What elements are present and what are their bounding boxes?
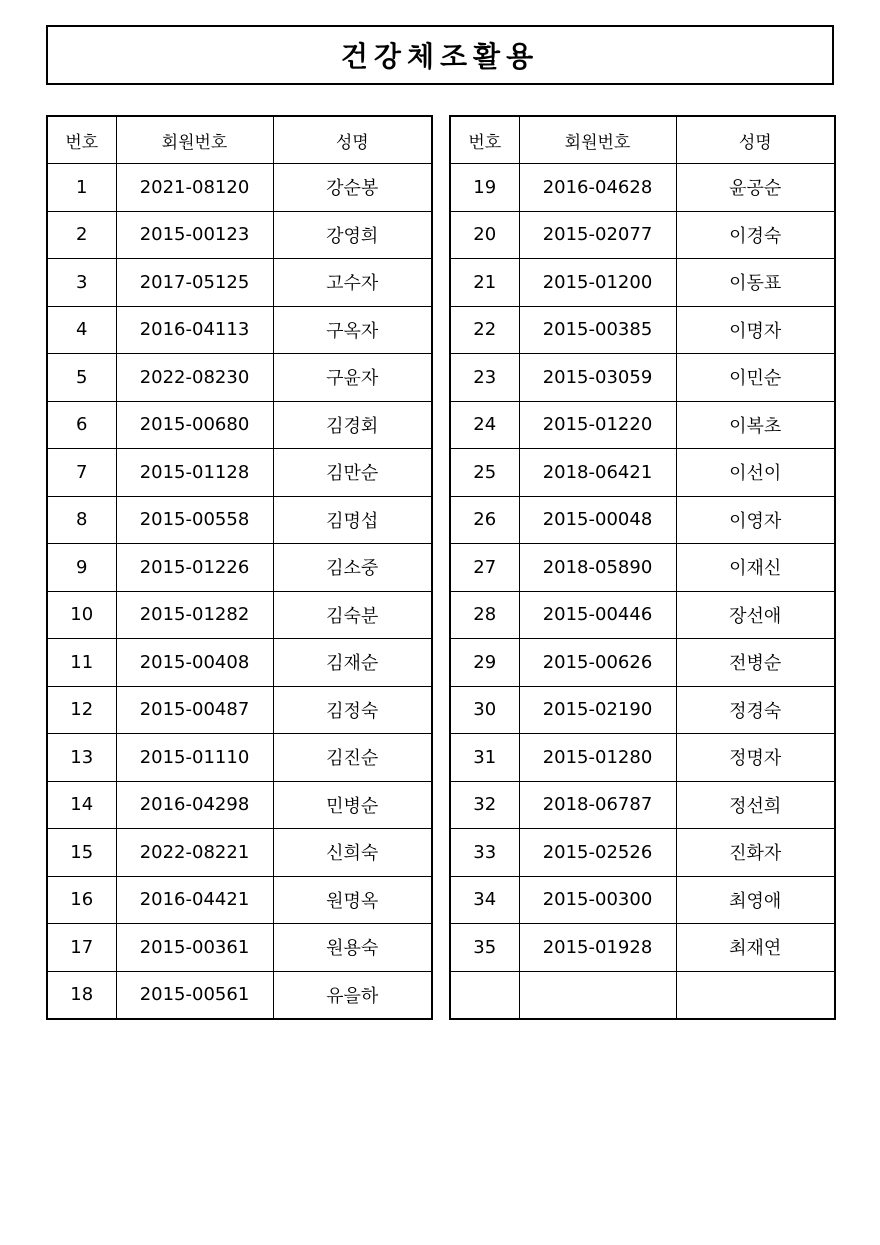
header-row (450, 116, 835, 164)
cell-member-id: 2015-00048 (519, 496, 676, 544)
cell-number: 20 (450, 211, 519, 259)
cell-name: 유을하 (273, 971, 432, 1019)
cell-name: 진화자 (676, 829, 835, 877)
cell-name: 구옥자 (273, 306, 432, 354)
table-row (47, 971, 432, 1019)
cell-number: 16 (47, 876, 116, 924)
cell-member-id: 2015-00680 (116, 401, 273, 449)
cell-number: 32 (450, 781, 519, 829)
table-row (450, 354, 835, 402)
cell-name: 김경회 (273, 401, 432, 449)
header-name: 성명 (676, 116, 835, 164)
cell-number (450, 971, 519, 1019)
cell-name: 김숙분 (273, 591, 432, 639)
table-row (47, 734, 432, 782)
cell-member-id: 2015-01128 (116, 449, 273, 497)
cell-member-id: 2015-00558 (116, 496, 273, 544)
cell-member-id: 2015-00300 (519, 876, 676, 924)
cell-name: 김만순 (273, 449, 432, 497)
cell-name: 강영희 (273, 211, 432, 259)
table-row (450, 211, 835, 259)
cell-number: 12 (47, 686, 116, 734)
cell-name: 전병순 (676, 639, 835, 687)
cell-number: 27 (450, 544, 519, 592)
cell-member-id: 2016-04421 (116, 876, 273, 924)
cell-number: 17 (47, 924, 116, 972)
header-number: 번호 (47, 116, 116, 164)
table-row (47, 924, 432, 972)
cell-member-id: 2015-01928 (519, 924, 676, 972)
table-row (450, 924, 835, 972)
cell-number: 13 (47, 734, 116, 782)
table-row (450, 829, 835, 877)
cell-member-id: 2021-08120 (116, 164, 273, 212)
cell-number: 34 (450, 876, 519, 924)
cell-name: 정선희 (676, 781, 835, 829)
cell-member-id: 2015-00561 (116, 971, 273, 1019)
cell-member-id: 2015-01280 (519, 734, 676, 782)
table-row (450, 734, 835, 782)
cell-member-id: 2015-03059 (519, 354, 676, 402)
table-row (47, 211, 432, 259)
roster-table-right (449, 115, 836, 1020)
page-title: 건강체조활용 (340, 40, 540, 73)
header-row (47, 116, 432, 164)
table-row (47, 544, 432, 592)
cell-name: 민병순 (273, 781, 432, 829)
cell-name: 이복초 (676, 401, 835, 449)
cell-number: 19 (450, 164, 519, 212)
cell-member-id: 2018-06787 (519, 781, 676, 829)
table-row (47, 306, 432, 354)
table-row (450, 306, 835, 354)
cell-number: 33 (450, 829, 519, 877)
cell-name: 김정숙 (273, 686, 432, 734)
table-row (47, 496, 432, 544)
cell-name: 장선애 (676, 591, 835, 639)
title-box (46, 25, 834, 85)
table-row (450, 401, 835, 449)
cell-name: 이민순 (676, 354, 835, 402)
cell-number: 15 (47, 829, 116, 877)
cell-member-id: 2017-05125 (116, 259, 273, 307)
cell-number: 30 (450, 686, 519, 734)
cell-member-id: 2015-00385 (519, 306, 676, 354)
cell-member-id: 2016-04298 (116, 781, 273, 829)
table-row (47, 259, 432, 307)
roster-body-right (450, 164, 835, 1019)
table-row (47, 686, 432, 734)
table-row (450, 259, 835, 307)
cell-number: 10 (47, 591, 116, 639)
cell-number: 11 (47, 639, 116, 687)
cell-number: 22 (450, 306, 519, 354)
table-row (47, 829, 432, 877)
header-name: 성명 (273, 116, 432, 164)
cell-name: 이명자 (676, 306, 835, 354)
table-row (450, 591, 835, 639)
table-row (450, 971, 835, 1019)
cell-member-id: 2016-04628 (519, 164, 676, 212)
cell-name: 최재연 (676, 924, 835, 972)
table-row (450, 544, 835, 592)
cell-number: 9 (47, 544, 116, 592)
header-member-id: 회원번호 (116, 116, 273, 164)
header-number: 번호 (450, 116, 519, 164)
cell-number: 6 (47, 401, 116, 449)
cell-name: 정경숙 (676, 686, 835, 734)
cell-number: 25 (450, 449, 519, 497)
roster-body-left (47, 164, 432, 1019)
cell-number: 21 (450, 259, 519, 307)
cell-number: 29 (450, 639, 519, 687)
cell-number: 3 (47, 259, 116, 307)
cell-number: 24 (450, 401, 519, 449)
cell-member-id: 2022-08230 (116, 354, 273, 402)
cell-name: 정명자 (676, 734, 835, 782)
cell-number: 31 (450, 734, 519, 782)
cell-name: 이선이 (676, 449, 835, 497)
cell-name: 김재순 (273, 639, 432, 687)
table-row (47, 164, 432, 212)
cell-member-id: 2015-00408 (116, 639, 273, 687)
cell-name: 최영애 (676, 876, 835, 924)
cell-member-id: 2015-00446 (519, 591, 676, 639)
cell-member-id (519, 971, 676, 1019)
table-row (47, 639, 432, 687)
cell-name: 윤공순 (676, 164, 835, 212)
cell-name: 고수자 (273, 259, 432, 307)
cell-name: 김소중 (273, 544, 432, 592)
cell-member-id: 2015-01282 (116, 591, 273, 639)
cell-name: 신희숙 (273, 829, 432, 877)
table-row (450, 686, 835, 734)
table-row (47, 354, 432, 402)
table-row (450, 164, 835, 212)
cell-member-id: 2018-06421 (519, 449, 676, 497)
table-row (47, 781, 432, 829)
cell-number: 28 (450, 591, 519, 639)
cell-number: 35 (450, 924, 519, 972)
cell-member-id: 2022-08221 (116, 829, 273, 877)
table-row (450, 639, 835, 687)
cell-number: 5 (47, 354, 116, 402)
cell-number: 7 (47, 449, 116, 497)
cell-name: 이동표 (676, 259, 835, 307)
cell-number: 2 (47, 211, 116, 259)
table-row (450, 781, 835, 829)
table-row (47, 591, 432, 639)
cell-member-id: 2015-01226 (116, 544, 273, 592)
cell-member-id: 2015-02190 (519, 686, 676, 734)
cell-name: 강순봉 (273, 164, 432, 212)
table-row (450, 449, 835, 497)
cell-member-id: 2015-00626 (519, 639, 676, 687)
cell-member-id: 2015-02077 (519, 211, 676, 259)
cell-number: 4 (47, 306, 116, 354)
cell-name: 이재신 (676, 544, 835, 592)
cell-member-id: 2015-01200 (519, 259, 676, 307)
table-row (450, 496, 835, 544)
cell-member-id: 2015-00361 (116, 924, 273, 972)
header-member-id: 회원번호 (519, 116, 676, 164)
cell-name: 이경숙 (676, 211, 835, 259)
cell-member-id: 2015-02526 (519, 829, 676, 877)
cell-name: 김진순 (273, 734, 432, 782)
cell-name: 구윤자 (273, 354, 432, 402)
cell-number: 26 (450, 496, 519, 544)
cell-name: 김명섭 (273, 496, 432, 544)
cell-member-id: 2015-01110 (116, 734, 273, 782)
cell-member-id: 2016-04113 (116, 306, 273, 354)
table-row (450, 876, 835, 924)
cell-member-id: 2018-05890 (519, 544, 676, 592)
cell-name: 원용숙 (273, 924, 432, 972)
cell-number: 23 (450, 354, 519, 402)
cell-number: 1 (47, 164, 116, 212)
table-row (47, 449, 432, 497)
table-row (47, 401, 432, 449)
cell-number: 18 (47, 971, 116, 1019)
cell-number: 14 (47, 781, 116, 829)
cell-member-id: 2015-00487 (116, 686, 273, 734)
table-row (47, 876, 432, 924)
cell-number: 8 (47, 496, 116, 544)
cell-member-id: 2015-01220 (519, 401, 676, 449)
cell-name: 원명옥 (273, 876, 432, 924)
cell-name: 이영자 (676, 496, 835, 544)
roster-table-left (46, 115, 433, 1020)
cell-member-id: 2015-00123 (116, 211, 273, 259)
cell-name (676, 971, 835, 1019)
